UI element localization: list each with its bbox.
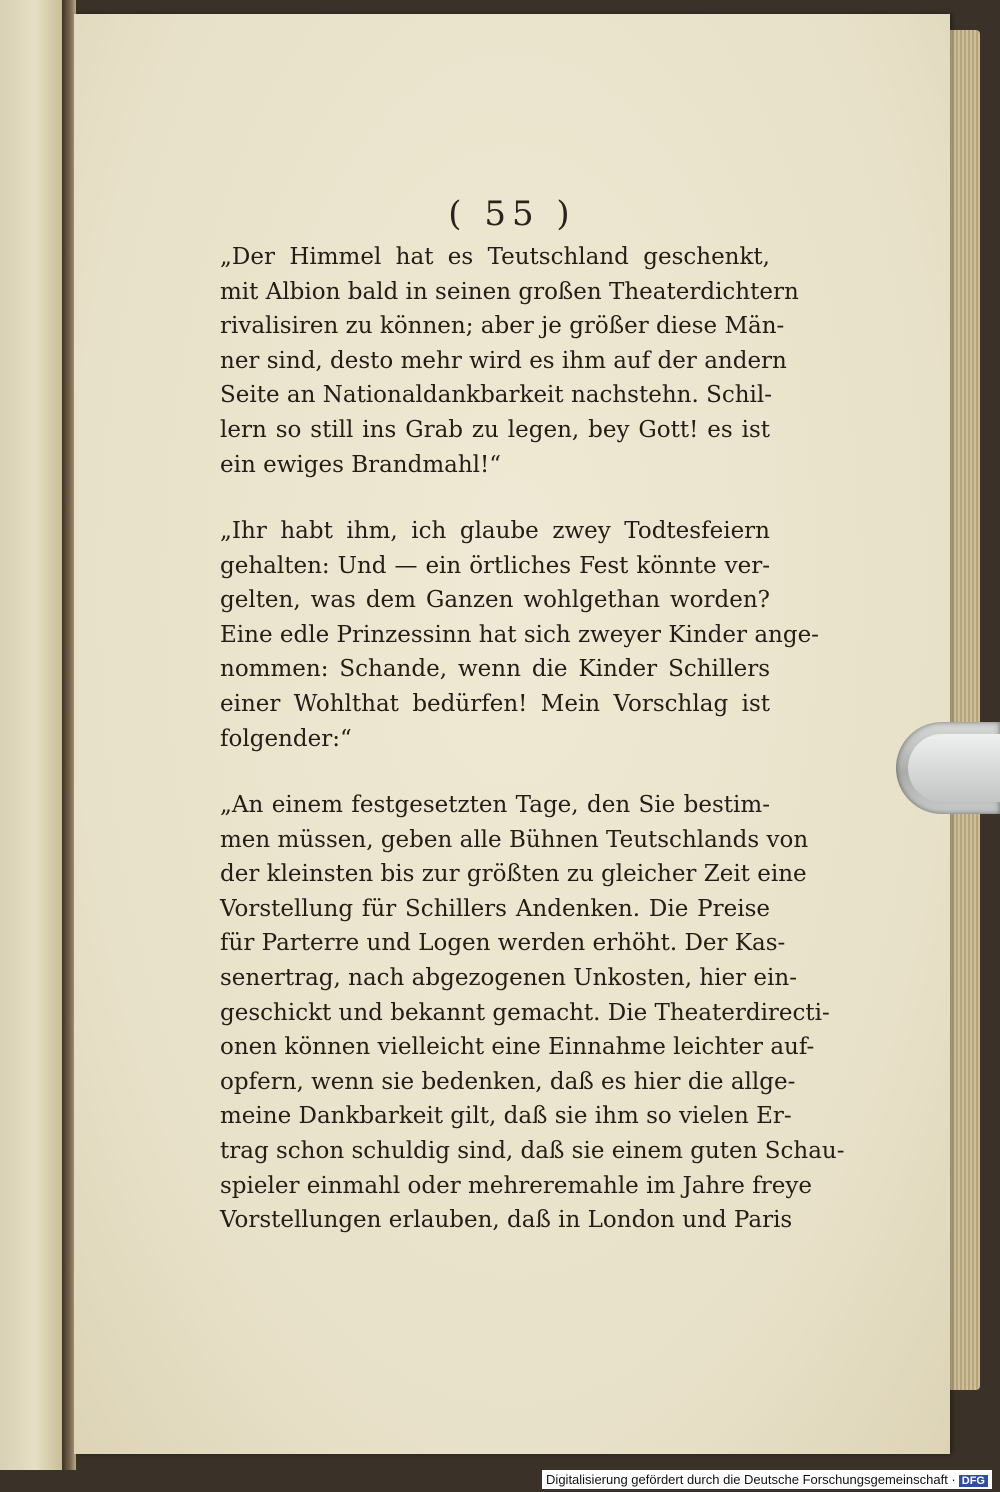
text-line: gehalten: Und — ein örtliches Fest könnte ver- (220, 552, 770, 579)
text-line: „Ihr habt ihm, ich glaube zwey Todtesfeiern (220, 518, 770, 544)
text-line: Eine edle Prinzessinn hat sich zweyer Kinder ange- (220, 621, 819, 648)
text-line: „Der Himmel hat es Teutschland geschenkt, (220, 244, 770, 270)
text-line: folgender:“ (220, 725, 352, 752)
text-line: senertrag, nach abgezogenen Unkosten, hier ein- (220, 964, 797, 991)
text-line: einer Wohlthat bedürfen! Mein Vorschlag ist (220, 690, 770, 717)
text-line: Vorstellung für Schillers Andenken. Die Preise (220, 895, 770, 922)
paragraph-1 (220, 240, 799, 482)
text-line: meine Dankbarkeit gilt, daß sie ihm so vielen Er- (220, 1103, 792, 1130)
text-line: rivalisiren zu können; aber je größer diese Män- (220, 313, 785, 340)
text-line: der kleinsten bis zur größten zu gleicher Zeit eine (220, 861, 807, 888)
credit-text: Digitalisierung gefördert durch die Deutsche Forschungsgemeinschaft · (546, 1472, 956, 1487)
text-line: gelten, was dem Ganzen wohlgethan worden? (220, 587, 770, 614)
text-line: ein ewiges Brandmahl!“ (220, 451, 502, 478)
text-line: „An einem festgesetzten Tage, den Sie bestim- (220, 792, 770, 818)
text-line: lern so still ins Grab zu legen, bey Gott! es ist (220, 416, 770, 443)
text-line: für Parterre und Logen werden erhöht. Der Kas- (220, 930, 786, 957)
text-line: geschickt und bekannt gemacht. Die Theaterdirecti- (220, 999, 830, 1026)
left-page-edge (0, 0, 70, 1470)
text-line: men müssen, geben alle Bühnen Teutschlands von (220, 826, 809, 853)
page-stack-edge (946, 30, 980, 1390)
text-line: onen können vielleicht eine Einnahme leichter auf- (220, 1034, 815, 1061)
page-number: ( 55 ) (448, 194, 576, 234)
text-line: trag schon schuldig sind, daß sie einem guten Schau- (220, 1137, 845, 1164)
text-line: ner sind, desto mehr wird es ihm auf der andern (220, 347, 787, 374)
paragraph-2 (220, 514, 819, 756)
text-line: opfern, wenn sie bedenken, daß es hier die allge- (220, 1068, 796, 1095)
text-line: Seite an Nationaldankbarkeit nachstehn. Schil- (220, 382, 773, 409)
text-line: mit Albion bald in seinen großen Theaterdichtern (220, 278, 799, 305)
paragraph-3 (220, 788, 845, 1238)
digitization-credit (542, 1470, 992, 1489)
dfg-logo: DFG (959, 1475, 988, 1487)
text-line: nommen: Schande, wenn die Kinder Schillers (220, 656, 770, 683)
text-line: spieler einmahl oder mehreremahle im Jahre freye (220, 1172, 812, 1199)
page-clip-highlight (908, 734, 1000, 802)
text-line: Vorstellungen erlauben, daß in London und Paris (220, 1207, 793, 1234)
